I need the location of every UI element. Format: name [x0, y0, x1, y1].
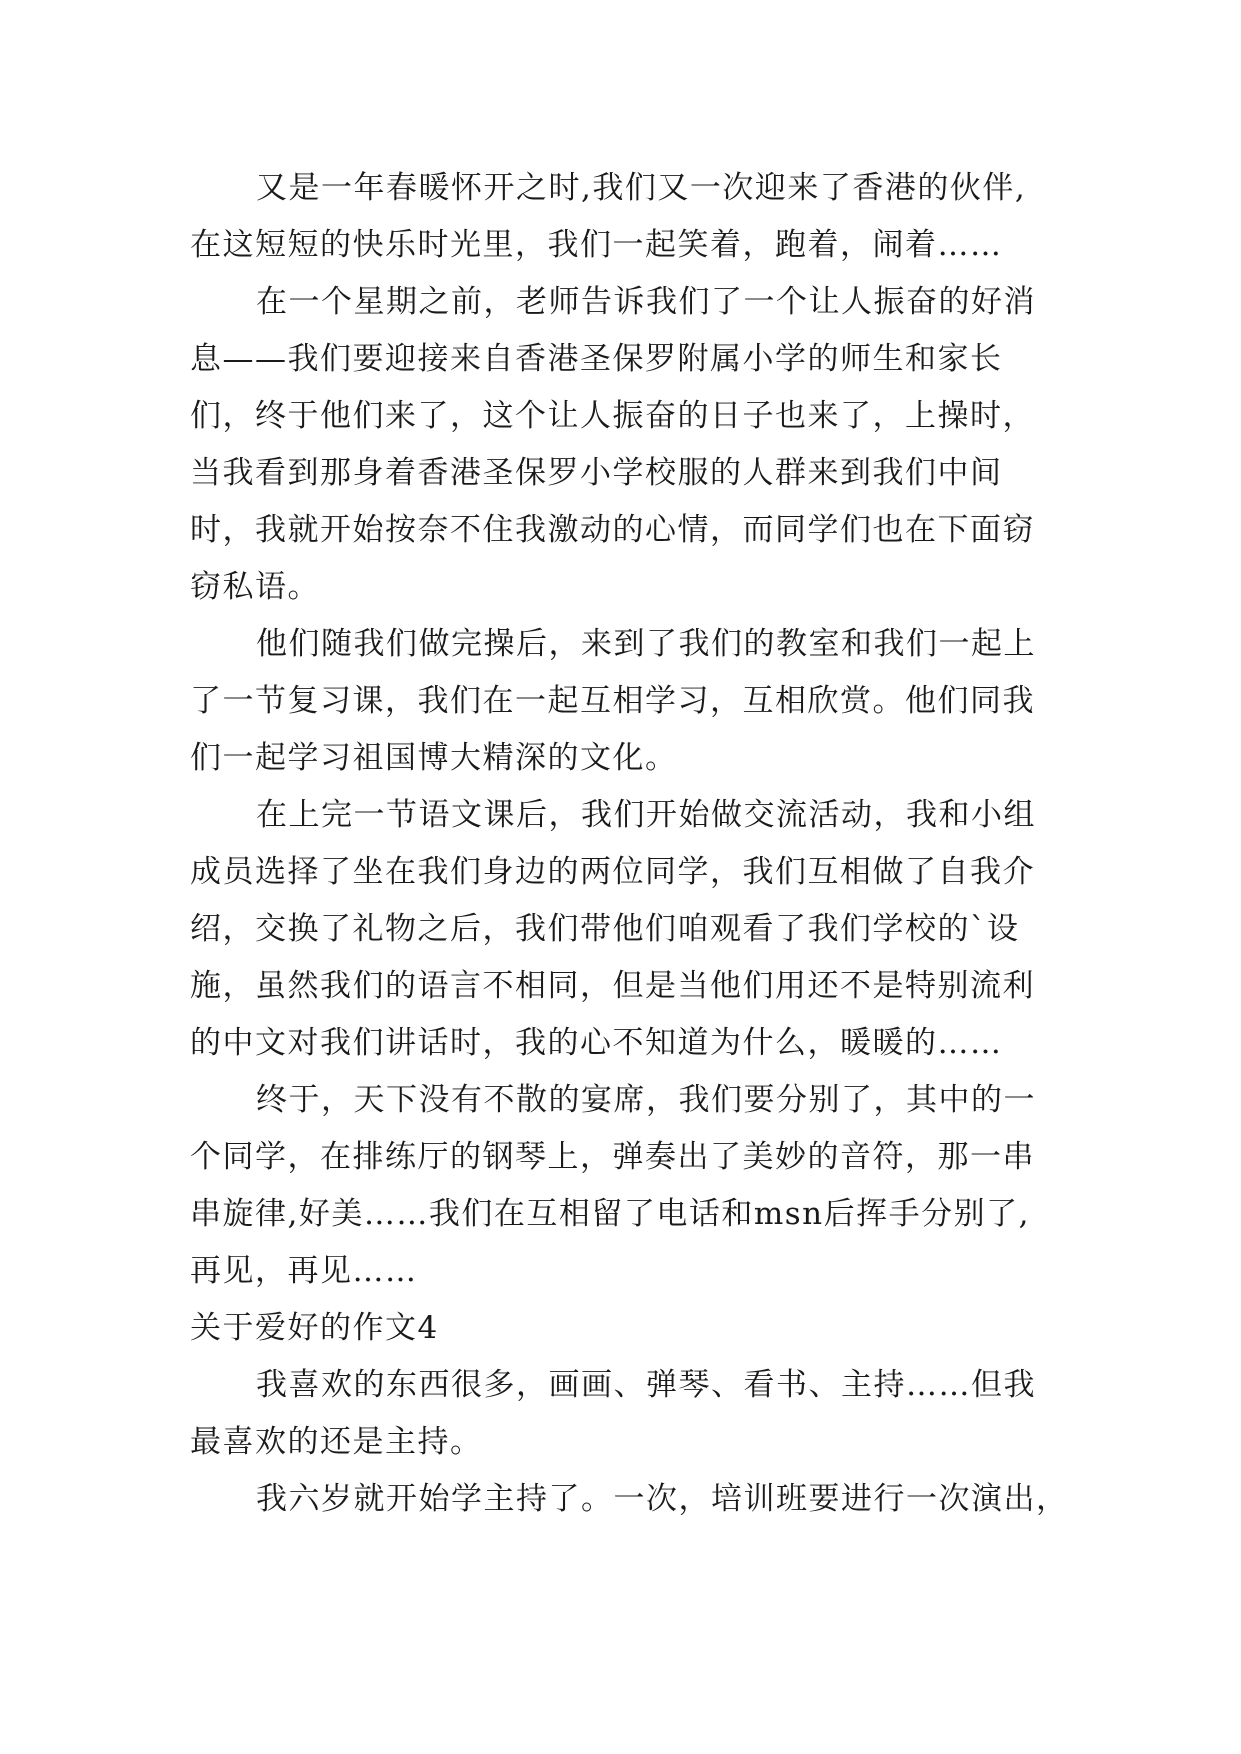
text-line: 们，终于他们来了，这个让人振奋的日子也来了，上操时，	[190, 398, 1035, 434]
text-line: 息——我们要迎接来自香港圣保罗附属小学的师生和家长	[190, 341, 1003, 377]
text-line: 的中文对我们讲话时，我的心不知道为什么，暖暖的……	[190, 1025, 1003, 1061]
text-line: 在这短短的快乐时光里，我们一起笑着，跑着，闹着……	[190, 227, 1003, 263]
text-line: 他们随我们做完操后，来到了我们的教室和我们一起上	[256, 626, 1036, 662]
text-line: 当我看到那身着香港圣保罗小学校服的人群来到我们中间	[190, 455, 1003, 491]
text-line: 施，虽然我们的语言不相同，但是当他们用还不是特别流利	[190, 968, 1035, 1004]
text-line: 又是一年春暖怀开之时,我们又一次迎来了香港的伙伴,	[256, 170, 1027, 206]
text-line: 串旋律,好美……我们在互相留了电话和msn后挥手分别了,	[190, 1196, 1030, 1232]
text-line: 绍，交换了礼物之后，我们带他们咱观看了我们学校的`设	[190, 911, 1020, 947]
text-line: 成员选择了坐在我们身边的两位同学，我们互相做了自我介	[190, 854, 1035, 890]
text-line: 我六岁就开始学主持了。一次，培训班要进行一次演出，	[256, 1481, 1069, 1517]
text-line: 们一起学习祖国博大精深的文化。	[190, 740, 678, 776]
section-heading: 关于爱好的作文4	[190, 1310, 439, 1346]
text-line: 时，我就开始按奈不住我激动的心情，而同学们也在下面窃	[190, 512, 1035, 548]
text-line: 再见，再见……	[190, 1253, 418, 1289]
text-line: 终于，天下没有不散的宴席，我们要分别了，其中的一	[256, 1082, 1036, 1118]
text-line: 在一个星期之前，老师告诉我们了一个让人振奋的好消	[256, 284, 1036, 320]
text-line: 了一节复习课，我们在一起互相学习，互相欣赏。他们同我	[190, 683, 1035, 719]
text-line: 我喜欢的东西很多，画画、弹琴、看书、主持……但我	[256, 1367, 1036, 1403]
text-line: 在上完一节语文课后，我们开始做交流活动，我和小组	[256, 797, 1036, 833]
text-line: 窃私语。	[190, 569, 320, 605]
text-line: 个同学，在排练厅的钢琴上，弹奏出了美妙的音符，那一串	[190, 1139, 1035, 1175]
text-line: 最喜欢的还是主持。	[190, 1424, 483, 1460]
